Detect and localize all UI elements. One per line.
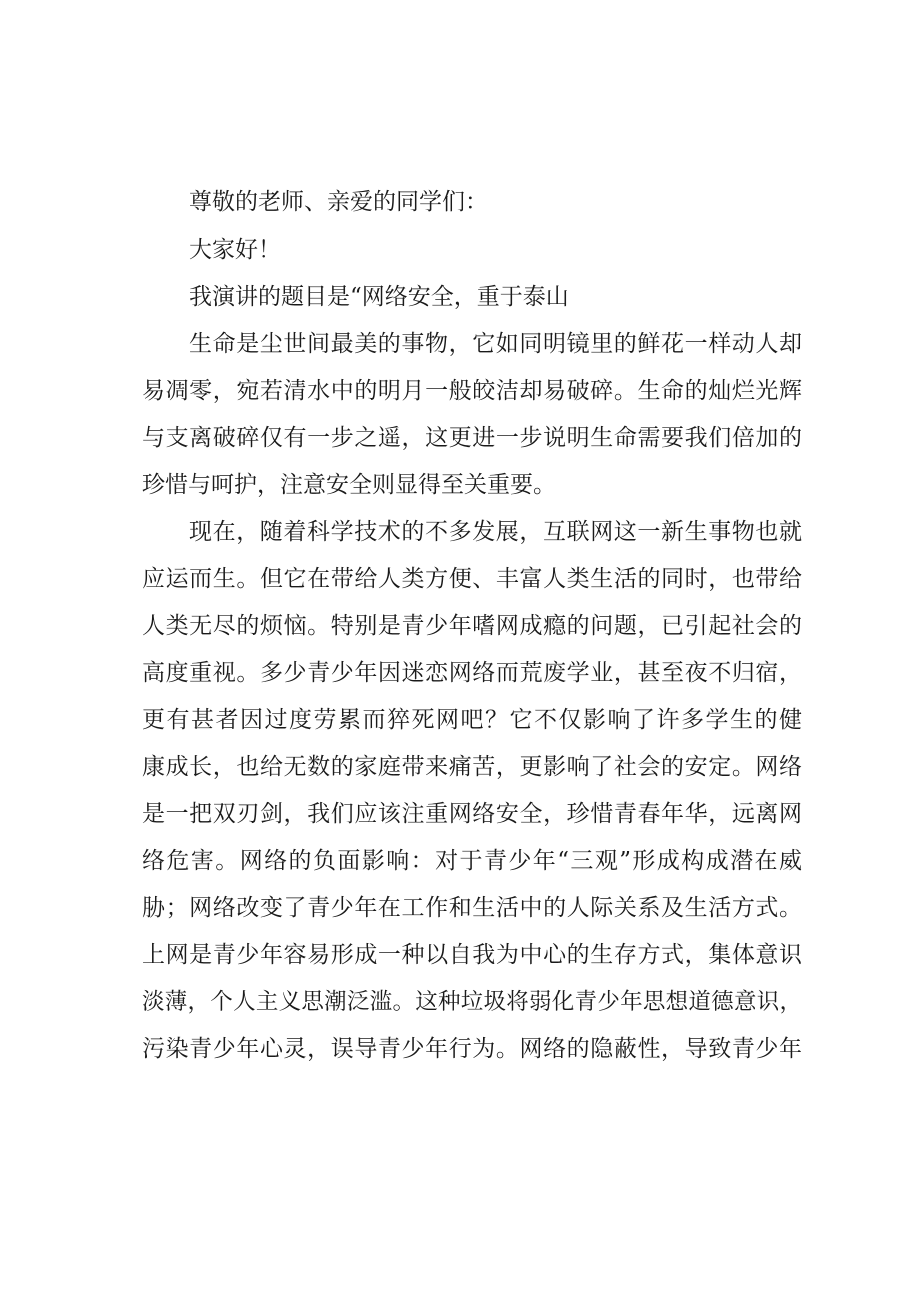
paragraph-2-line: 高度重视。多少青少年因迷恋网络而荒废学业，甚至夜不归宿， <box>142 660 802 686</box>
paragraph-2-line: 现在，随着科学技术的不多发展，互联网这一新生事物也就 <box>189 519 802 545</box>
paragraph-2-line: 应运而生。但它在带给人类方便、丰富人类生活的同时，也带给 <box>142 566 802 592</box>
paragraph-1-line: 与支离破碎仅有一步之遥，这更进一步说明生命需要我们倍加的 <box>142 425 802 451</box>
paragraph-2-line: 胁；网络改变了青少年在工作和生活中的人际关系及生活方式。 <box>142 895 802 921</box>
paragraph-1-line: 珍惜与呵护，注意安全则显得至关重要。 <box>142 472 556 498</box>
salutation: 尊敬的老师、亲爱的同学们： <box>189 189 488 215</box>
paragraph-2-line: 上网是青少年容易形成一种以自我为中心的生存方式，集体意识 <box>142 942 802 968</box>
speech-topic: 我演讲的题目是“网络安全，重于泰山 <box>189 284 569 310</box>
paragraph-2-line: 络危害。网络的负面影响：对于青少年“三观”形成构成潜在威 <box>142 848 802 874</box>
greeting: 大家好！ <box>189 237 281 263</box>
paragraph-2-line: 污染青少年心灵，误导青少年行为。网络的隐蔽性，导致青少年 <box>142 1036 802 1062</box>
paragraph-1-line: 易凋零，宛若清水中的明月一般皎洁却易破碎。生命的灿烂光辉 <box>142 378 802 404</box>
paragraph-1-line: 生命是尘世间最美的事物，它如同明镜里的鲜花一样动人却 <box>189 331 802 357</box>
paragraph-2-line: 淡薄，个人主义思潮泛滥。这种垃圾将弱化青少年思想道德意识， <box>142 989 802 1015</box>
paragraph-2-line: 康成长，也给无数的家庭带来痛苦，更影响了社会的安定。网络 <box>142 754 802 780</box>
paragraph-2-line: 更有甚者因过度劳累而猝死网吧？它不仅影响了许多学生的健 <box>142 707 802 733</box>
paragraph-2-line: 人类无尽的烦恼。特别是青少年嗜网成瘾的问题，已引起社会的 <box>142 613 802 639</box>
paragraph-2-line: 是一把双刃剑，我们应该注重网络安全，珍惜青春年华，远离网 <box>142 801 802 827</box>
